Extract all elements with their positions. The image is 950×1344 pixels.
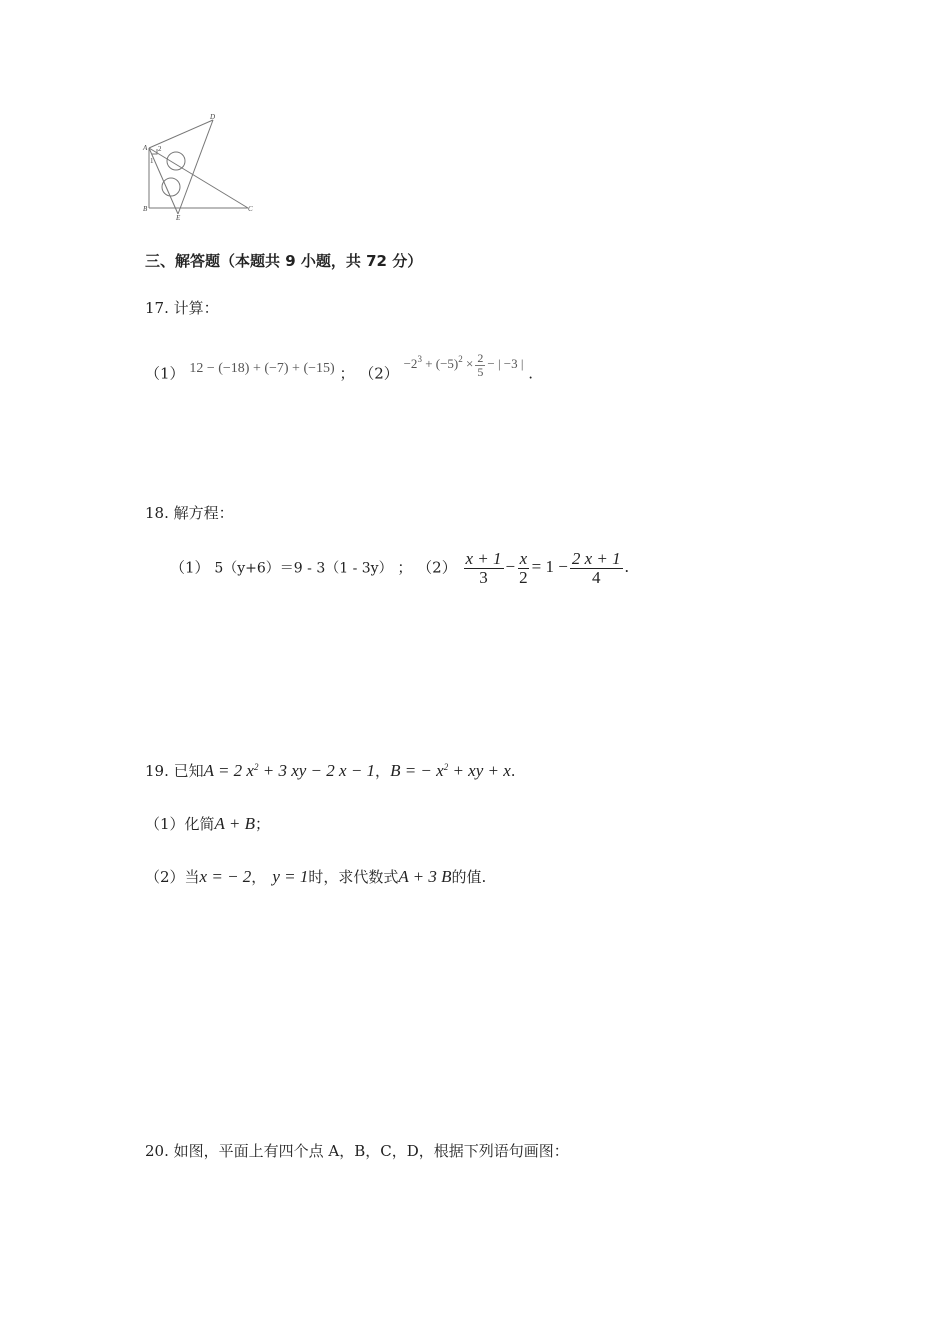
- segment-ac: [149, 148, 248, 208]
- label-d: D: [210, 113, 216, 121]
- q19-b-def: B = − $x^2$ + xy + x: [390, 761, 511, 780]
- q19-part1: （1）化简A + B；: [145, 814, 270, 833]
- triangle-figure: [140, 110, 260, 225]
- q17-part2-label: （2）: [359, 364, 399, 383]
- q18-part1-label: （1）: [170, 558, 210, 577]
- q18-part1-expr: 5（y+6）＝9 - 3（1 - 3y）: [214, 560, 393, 577]
- q20-statement: 20. 如图，平面上有四个点 A，B，C，D，根据下列语句画图：: [145, 1142, 569, 1160]
- q19-part2: （2）当x = − 2， y = 1时，求代数式A + 3 B的值.: [145, 867, 487, 886]
- label-c: C: [248, 205, 253, 213]
- label-a: A: [143, 144, 148, 152]
- circle-lower: [162, 178, 180, 196]
- q18-part2-label: （2）: [417, 558, 457, 577]
- q17-title: 17. 计算：: [145, 299, 219, 317]
- label-b: B: [143, 205, 148, 213]
- q18-part2-expr: $\frac{x + 1}{3}$ − $\frac{x}{2}$ = 1 − $\frac{2 x + 1}{4}$ .: [465, 549, 629, 587]
- q17-part1-label: （1）: [145, 364, 185, 383]
- q17-part1-expr: 12 − (−18) + (−7) + (−15): [189, 361, 335, 377]
- label-angle-1: 1: [150, 157, 154, 165]
- q19-statement: 19. 已知A = 2 $x^2 + 3$ xy − 2 x − 1，B = − $x^2$ + xy + x.: [145, 761, 516, 780]
- q19-title: 19. 已知: [145, 762, 204, 780]
- segment-ad: [149, 120, 213, 148]
- q17-problems: [145, 351, 534, 389]
- q17-sep: ；: [339, 364, 355, 383]
- q17-end: .: [528, 364, 534, 383]
- q18-title: 18. 解方程：: [145, 504, 234, 522]
- q18-problems: [170, 550, 629, 587]
- q19-a-def: A = 2 $x^2 + 3$ xy − 2 x − 1: [203, 761, 376, 780]
- q17-part2-expr: $-2^3 + (-5)^2$ × $\frac{2}{5}$ − | −3 |: [403, 351, 524, 379]
- q18-sep: ；: [397, 558, 413, 577]
- label-angle-2: 2: [158, 145, 162, 153]
- section-3-title: 三、解答题（本题共 9 小题，共 72 分）: [145, 252, 423, 270]
- label-e: E: [176, 214, 181, 222]
